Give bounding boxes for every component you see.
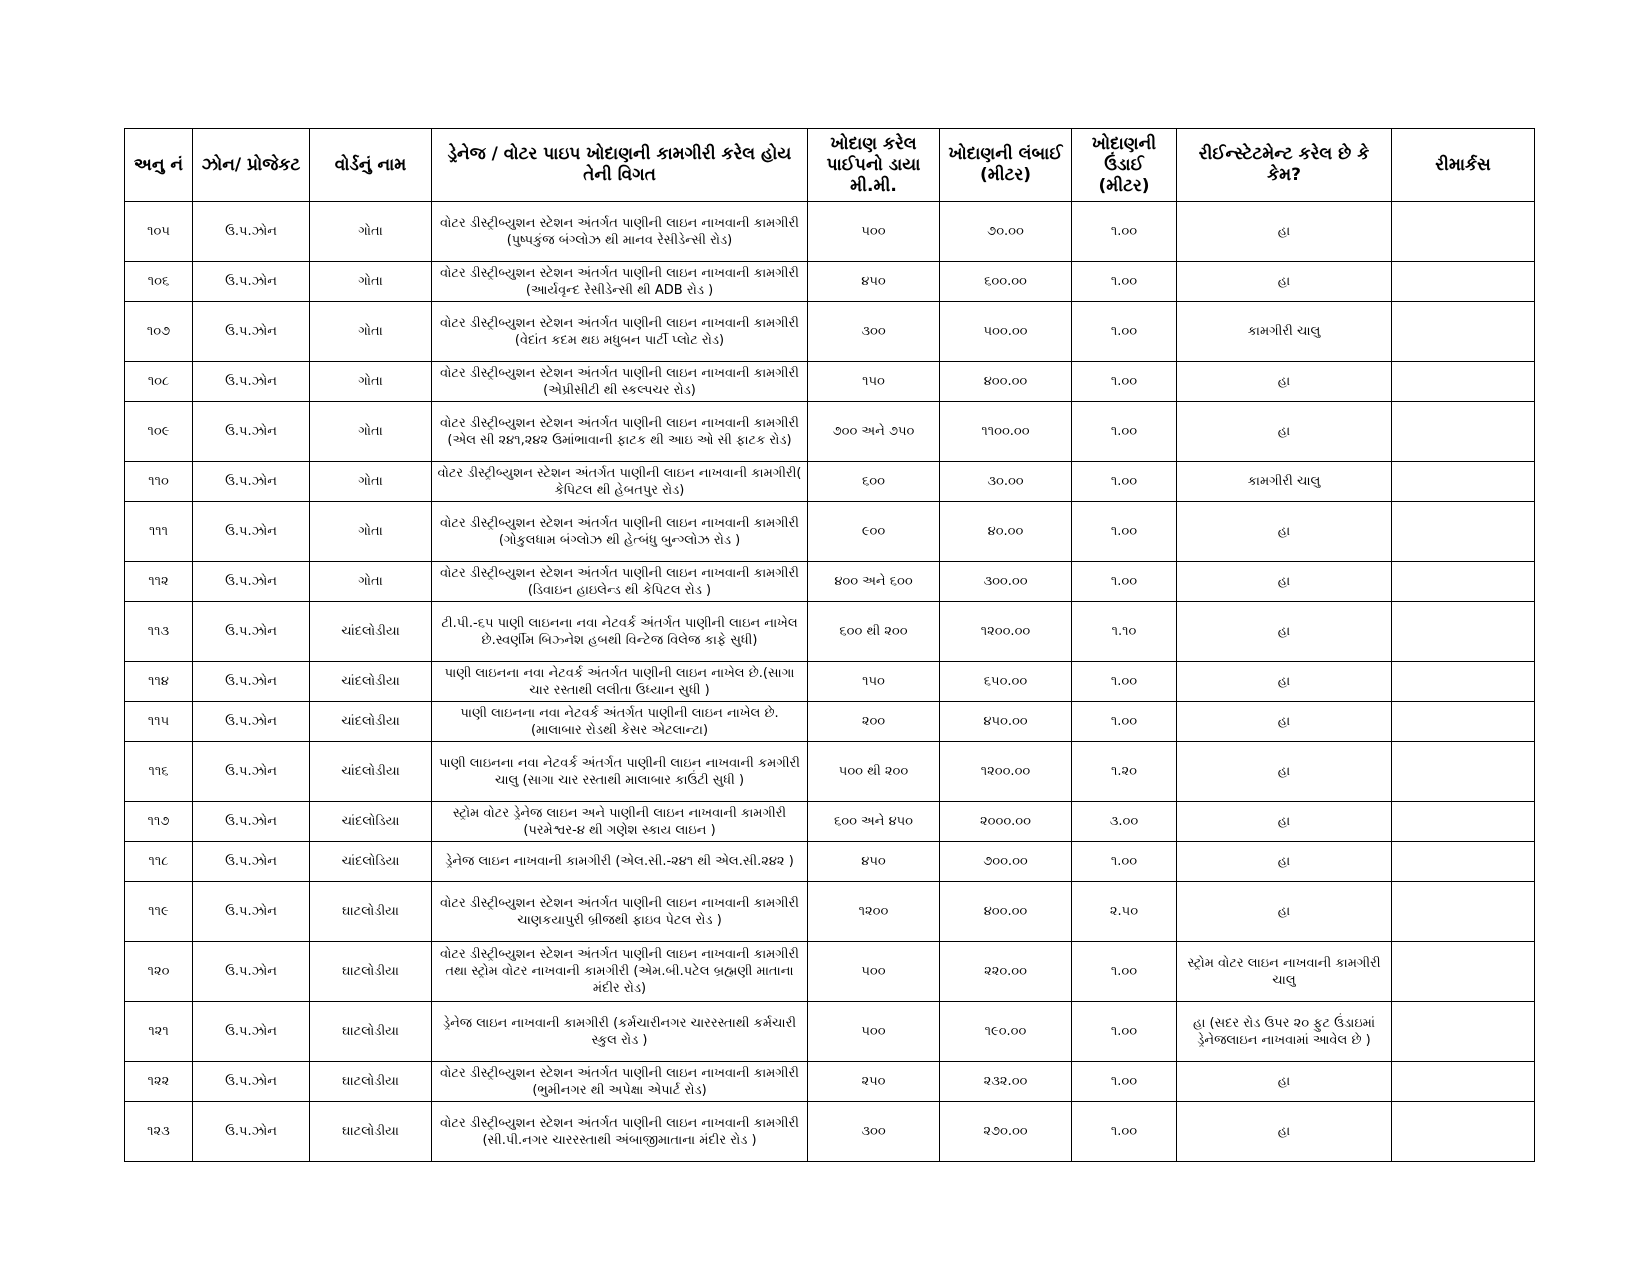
cell-ward: ગોતા bbox=[310, 562, 432, 602]
table-row bbox=[125, 842, 1535, 882]
cell-zone: ઉ.પ.ઝોન bbox=[193, 402, 310, 462]
cell-work-details: વોટર ડીસ્ટ્રીબ્યુશન સ્ટેશન અંતર્ગત પાણીની લાઇન નાખવાની કામગીરી (પુષ્પકુંજ બંગ્લોઝ થી માનવ રેસીડેન્સી રોડ) bbox=[432, 202, 808, 262]
cell-work-details: પાણી લાઇનના નવા નેટવર્ક અંતર્ગત પાણીની લાઇન નાખેલ છે.(સાગા ચાર રસ્તાથી લલીતા ઉધ્યાન સુધી ) bbox=[432, 662, 808, 702]
cell-ward: ગોતા bbox=[310, 302, 432, 362]
cell-ward: ઘાટલોડીયા bbox=[310, 882, 432, 942]
cell-ward: ચાંદલોડીયા bbox=[310, 662, 432, 702]
cell-remarks bbox=[1392, 1002, 1535, 1062]
cell-zone: ઉ.પ.ઝોન bbox=[193, 662, 310, 702]
cell-length: ૧૨૦૦.૦૦ bbox=[940, 742, 1072, 802]
cell-reinstatement: હા bbox=[1177, 802, 1392, 842]
header-length: ખોદાણની લંબાઈ (મીટર) bbox=[940, 129, 1072, 202]
cell-length: ૪૦૦.૦૦ bbox=[940, 362, 1072, 402]
table-row bbox=[125, 462, 1535, 502]
cell-length: ૪૫૦.૦૦ bbox=[940, 702, 1072, 742]
cell-pipe-diameter: ૫૦૦ થી ૨૦૦ bbox=[808, 742, 940, 802]
table-row bbox=[125, 742, 1535, 802]
cell-zone: ઉ.પ.ઝોન bbox=[193, 602, 310, 662]
cell-zone: ઉ.પ.ઝોન bbox=[193, 802, 310, 842]
table-row bbox=[125, 602, 1535, 662]
cell-sr-no: ૧૦૫ bbox=[125, 202, 193, 262]
cell-reinstatement: હા (સદર રોડ ઉપર ૨૦ ફુટ ઉંડાઇમાં ડ્રેનેજલાઇન નાખવામાં આવેલ છે ) bbox=[1177, 1002, 1392, 1062]
cell-work-details: વોટર ડીસ્ટ્રીબ્યુશન સ્ટેશન અંતર્ગત પાણીની લાઇન નાખવાની કામગીરી (એલ સી ૨૪૧,૨૪૨ ઉમાંભાવાની ફાટક થી આઇ ઓ સી ફાટક રોડ) bbox=[432, 402, 808, 462]
cell-reinstatement: હા bbox=[1177, 742, 1392, 802]
cell-depth: ૧.૦૦ bbox=[1072, 402, 1177, 462]
cell-ward: ચાંદલોડિયા bbox=[310, 802, 432, 842]
cell-remarks bbox=[1392, 302, 1535, 362]
cell-zone: ઉ.પ.ઝોન bbox=[193, 742, 310, 802]
cell-length: ૨૩૨.૦૦ bbox=[940, 1062, 1072, 1102]
cell-depth: ૧.૦૦ bbox=[1072, 662, 1177, 702]
cell-ward: ગોતા bbox=[310, 402, 432, 462]
cell-zone: ઉ.પ.ઝોન bbox=[193, 1062, 310, 1102]
cell-zone: ઉ.પ.ઝોન bbox=[193, 302, 310, 362]
table-row bbox=[125, 662, 1535, 702]
cell-pipe-diameter: ૩૦૦ bbox=[808, 302, 940, 362]
cell-zone: ઉ.પ.ઝોન bbox=[193, 202, 310, 262]
cell-sr-no: ૧૧૧ bbox=[125, 502, 193, 562]
cell-pipe-diameter: ૫૦૦ bbox=[808, 1002, 940, 1062]
table-row bbox=[125, 302, 1535, 362]
table-row bbox=[125, 1002, 1535, 1062]
cell-pipe-diameter: ૩૦૦ bbox=[808, 1102, 940, 1162]
cell-ward: ગોતા bbox=[310, 202, 432, 262]
cell-zone: ઉ.પ.ઝોન bbox=[193, 842, 310, 882]
cell-work-details: ટી.પી.-૬૫ પાણી લાઇનના નવા નેટવર્ક અંતર્ગત પાણીની લાઇન નાખેલ છે.સ્વર્ણીમ બિઝ્નેશ હબથી વિન્ટેજ વિલેજ કાફે સુધી) bbox=[432, 602, 808, 662]
cell-remarks bbox=[1392, 202, 1535, 262]
header-zone: ઝોન/ પ્રોજેકટ bbox=[193, 129, 310, 202]
cell-reinstatement: હા bbox=[1177, 842, 1392, 882]
cell-reinstatement: હા bbox=[1177, 402, 1392, 462]
cell-depth: ૧.૨૦ bbox=[1072, 742, 1177, 802]
cell-remarks bbox=[1392, 362, 1535, 402]
cell-pipe-diameter: ૬૦૦ bbox=[808, 462, 940, 502]
cell-length: ૪૦.૦૦ bbox=[940, 502, 1072, 562]
cell-zone: ઉ.પ.ઝોન bbox=[193, 262, 310, 302]
cell-length: ૧૧૦૦.૦૦ bbox=[940, 402, 1072, 462]
cell-reinstatement: હા bbox=[1177, 262, 1392, 302]
table-row bbox=[125, 202, 1535, 262]
cell-work-details: વોટર ડીસ્ટ્રીબ્યુશન સ્ટેશન અંતર્ગત પાણીની લાઇન નાખવાની કામગીરી (સી.પી.નગર ચારરસ્તાથી અંબાજીમાતાના મંદીર રોડ ) bbox=[432, 1102, 808, 1162]
cell-length: ૪૦૦.૦૦ bbox=[940, 882, 1072, 942]
table-row bbox=[125, 802, 1535, 842]
cell-remarks bbox=[1392, 1102, 1535, 1162]
cell-pipe-diameter: ૯૦૦ bbox=[808, 502, 940, 562]
cell-reinstatement: હા bbox=[1177, 662, 1392, 702]
table-row bbox=[125, 262, 1535, 302]
cell-remarks bbox=[1392, 402, 1535, 462]
cell-work-details: ડ્રેનેજ લાઇન નાખવાની કામગીરી (એલ.સી.-૨૪૧ થી એલ.સી.૨૪૨ ) bbox=[432, 842, 808, 882]
cell-pipe-diameter: ૫૦૦ bbox=[808, 202, 940, 262]
cell-depth: ૧.૦૦ bbox=[1072, 462, 1177, 502]
cell-depth: ૧.૦૦ bbox=[1072, 502, 1177, 562]
header-reinstatement: રીઈન્સ્ટેટમેન્ટ કરેલ છે કે કેમ? bbox=[1177, 129, 1392, 202]
cell-reinstatement: કામગીરી ચાલુ bbox=[1177, 302, 1392, 362]
cell-depth: ૧.૦૦ bbox=[1072, 202, 1177, 262]
table-row bbox=[125, 402, 1535, 462]
cell-reinstatement: સ્ટ્રોમ વોટર લાઇન નાખવાની કામગીરી ચાલુ bbox=[1177, 942, 1392, 1002]
cell-work-details: વોટર ડીસ્ટ્રીબ્યુશન સ્ટેશન અંતર્ગત પાણીની લાઇન નાખવાની કામગીરી (આર્યવૃન્દ રેસીડેન્સી થી ADB રોડ ) bbox=[432, 262, 808, 302]
cell-sr-no: ૧૦૬ bbox=[125, 262, 193, 302]
cell-zone: ઉ.પ.ઝોન bbox=[193, 1002, 310, 1062]
cell-depth: ૧.૦૦ bbox=[1072, 1102, 1177, 1162]
cell-ward: ગોતા bbox=[310, 362, 432, 402]
cell-reinstatement: હા bbox=[1177, 1102, 1392, 1162]
cell-sr-no: ૧૨૨ bbox=[125, 1062, 193, 1102]
cell-reinstatement: હા bbox=[1177, 1062, 1392, 1102]
cell-zone: ઉ.પ.ઝોન bbox=[193, 562, 310, 602]
cell-sr-no: ૧૧૨ bbox=[125, 562, 193, 602]
cell-reinstatement: હા bbox=[1177, 502, 1392, 562]
cell-depth: ૧.૦૦ bbox=[1072, 702, 1177, 742]
cell-ward: ઘાટલોડીયા bbox=[310, 1002, 432, 1062]
table-header-row bbox=[125, 129, 1535, 202]
cell-depth: ૧.૦૦ bbox=[1072, 942, 1177, 1002]
cell-remarks bbox=[1392, 702, 1535, 742]
cell-depth: ૨.૫૦ bbox=[1072, 882, 1177, 942]
table-row bbox=[125, 942, 1535, 1002]
cell-ward: ગોતા bbox=[310, 262, 432, 302]
cell-work-details: વોટર ડીસ્ટ્રીબ્યુશન સ્ટેશન અંતર્ગત પાણીની લાઇન નાખવાની કામગીરી (વેદાંત કદમ થઇ મધુબન પાર્ટી પ્લોટ રોડ) bbox=[432, 302, 808, 362]
cell-sr-no: ૧૧૮ bbox=[125, 842, 193, 882]
cell-pipe-diameter: ૪૫૦ bbox=[808, 842, 940, 882]
cell-remarks bbox=[1392, 882, 1535, 942]
cell-zone: ઉ.પ.ઝોન bbox=[193, 1102, 310, 1162]
cell-sr-no: ૧૧૪ bbox=[125, 662, 193, 702]
cell-length: ૨૦૦૦.૦૦ bbox=[940, 802, 1072, 842]
cell-pipe-diameter: ૪૫૦ bbox=[808, 262, 940, 302]
cell-reinstatement: હા bbox=[1177, 702, 1392, 742]
cell-sr-no: ૧૨૩ bbox=[125, 1102, 193, 1162]
cell-remarks bbox=[1392, 942, 1535, 1002]
cell-depth: ૧.૦૦ bbox=[1072, 1062, 1177, 1102]
cell-remarks bbox=[1392, 742, 1535, 802]
cell-length: ૨૭૦.૦૦ bbox=[940, 1102, 1072, 1162]
header-ward: વોર્ડનું નામ bbox=[310, 129, 432, 202]
cell-sr-no: ૧૨૧ bbox=[125, 1002, 193, 1062]
header-sr-no: અનુ નં bbox=[125, 129, 193, 202]
cell-length: ૩૦.૦૦ bbox=[940, 462, 1072, 502]
cell-work-details: વોટર ડીસ્ટ્રીબ્યુશન સ્ટેશન અંતર્ગત પાણીની લાઇન નાખવાની કામગીરી તથા સ્ટ્રોમ વોટર નાખવાની કામગીરી (એમ.બી.પટેલ બ્રહ્મણી માતાના મંદીર રોડ) bbox=[432, 942, 808, 1002]
cell-remarks bbox=[1392, 462, 1535, 502]
cell-reinstatement: કામગીરી ચાલુ bbox=[1177, 462, 1392, 502]
cell-remarks bbox=[1392, 662, 1535, 702]
cell-work-details: ડ્રેનેજ લાઇન નાખવાની કામગીરી (કર્મચારીનગર ચારરસ્તાથી કર્મચારી સ્કુલ રોડ ) bbox=[432, 1002, 808, 1062]
cell-reinstatement: હા bbox=[1177, 202, 1392, 262]
table-row bbox=[125, 562, 1535, 602]
cell-work-details: સ્ટ્રોમ વોટર ડ્રેનેજ લાઇન અને પાણીની લાઇન નાખવાની કામગીરી (પરમેશ્વર-૪ થી ગણેશ સ્કાય લાઇન ) bbox=[432, 802, 808, 842]
cell-ward: ઘાટલોડીયા bbox=[310, 1062, 432, 1102]
cell-reinstatement: હા bbox=[1177, 602, 1392, 662]
cell-length: ૧૯૦.૦૦ bbox=[940, 1002, 1072, 1062]
cell-reinstatement: હા bbox=[1177, 562, 1392, 602]
cell-length: ૨૨૦.૦૦ bbox=[940, 942, 1072, 1002]
cell-length: ૧૨૦૦.૦૦ bbox=[940, 602, 1072, 662]
table-row bbox=[125, 882, 1535, 942]
cell-work-details: વોટર ડીસ્ટ્રીબ્યુશન સ્ટેશન અંતર્ગત પાણીની લાઇન નાખવાની કામગીરી( કેપિટલ થી હેબતપુર રોડ) bbox=[432, 462, 808, 502]
cell-work-details: વોટર ડીસ્ટ્રીબ્યુશન સ્ટેશન અંતર્ગત પાણીની લાઇન નાખવાની કામગીરી ચાણકયાપુરી બ્રીજથી ફાઇવ પેટલ રોડ ) bbox=[432, 882, 808, 942]
cell-pipe-diameter: ૬૦૦ થી ૨૦૦ bbox=[808, 602, 940, 662]
cell-ward: ગોતા bbox=[310, 462, 432, 502]
cell-sr-no: ૧૨૦ bbox=[125, 942, 193, 1002]
cell-pipe-diameter: ૪૦૦ અને ૬૦૦ bbox=[808, 562, 940, 602]
cell-sr-no: ૧૧૩ bbox=[125, 602, 193, 662]
table-row bbox=[125, 502, 1535, 562]
cell-sr-no: ૧૧૫ bbox=[125, 702, 193, 742]
cell-pipe-diameter: ૨૫૦ bbox=[808, 1062, 940, 1102]
cell-ward: ચાંદલોડીયા bbox=[310, 602, 432, 662]
cell-sr-no: ૧૦૮ bbox=[125, 362, 193, 402]
cell-pipe-diameter: ૧૫૦ bbox=[808, 662, 940, 702]
cell-depth: ૧.૧૦ bbox=[1072, 602, 1177, 662]
cell-pipe-diameter: ૧૫૦ bbox=[808, 362, 940, 402]
cell-reinstatement: હા bbox=[1177, 362, 1392, 402]
cell-remarks bbox=[1392, 262, 1535, 302]
cell-sr-no: ૧૧૬ bbox=[125, 742, 193, 802]
excavation-report-page bbox=[124, 128, 1534, 1162]
cell-remarks bbox=[1392, 602, 1535, 662]
cell-sr-no: ૧૦૭ bbox=[125, 302, 193, 362]
cell-pipe-diameter: ૨૦૦ bbox=[808, 702, 940, 742]
table-row bbox=[125, 1062, 1535, 1102]
cell-zone: ઉ.પ.ઝોન bbox=[193, 502, 310, 562]
excavation-table bbox=[124, 128, 1535, 1162]
cell-ward: ચાંદલોડિયા bbox=[310, 842, 432, 882]
cell-pipe-diameter: ૬૦૦ અને ૪૫૦ bbox=[808, 802, 940, 842]
cell-depth: ૧.૦૦ bbox=[1072, 302, 1177, 362]
cell-sr-no: ૧૧૦ bbox=[125, 462, 193, 502]
cell-length: ૭૦૦.૦૦ bbox=[940, 842, 1072, 882]
header-remarks: રીમાર્કસ bbox=[1392, 129, 1535, 202]
cell-depth: ૧.૦૦ bbox=[1072, 1002, 1177, 1062]
cell-zone: ઉ.પ.ઝોન bbox=[193, 702, 310, 742]
cell-depth: ૧.૦૦ bbox=[1072, 562, 1177, 602]
cell-ward: ચાંદલોડીયા bbox=[310, 702, 432, 742]
cell-pipe-diameter: ૭૦૦ અને ૭૫૦ bbox=[808, 402, 940, 462]
cell-remarks bbox=[1392, 1062, 1535, 1102]
cell-work-details: પાણી લાઇનના નવા નેટવર્ક અંતર્ગત પાણીની લાઇન નાખવાની કમગીરી ચાલુ (સાગા ચાર રસ્તાથી માલાબાર કાઉંટી સુધી ) bbox=[432, 742, 808, 802]
cell-work-details: વોટર ડીસ્ટ્રીબ્યુશન સ્ટેશન અંતર્ગત પાણીની લાઇન નાખવાની કામગીરી (ડિવાઇન હાઇલેન્ડ થી કેપિટલ રોડ ) bbox=[432, 562, 808, 602]
table-row bbox=[125, 702, 1535, 742]
cell-work-details: વોટર ડીસ્ટ્રીબ્યુશન સ્ટેશન અંતર્ગત પાણીની લાઇન નાખવાની કામગીરી (ગોકુલધામ બંગ્લોઝ થી હેત્બંધુ બુન્ગ્લોઝ રોડ ) bbox=[432, 502, 808, 562]
cell-depth: ૧.૦૦ bbox=[1072, 842, 1177, 882]
cell-work-details: વોટર ડીસ્ટ્રીબ્યુશન સ્ટેશન અંતર્ગત પાણીની લાઇન નાખવાની કામગીરી (ભુમીનગર થી અપેક્ષા એપાર્ટ રોડ) bbox=[432, 1062, 808, 1102]
cell-ward: ગોતા bbox=[310, 502, 432, 562]
cell-reinstatement: હા bbox=[1177, 882, 1392, 942]
cell-length: ૩૦૦.૦૦ bbox=[940, 562, 1072, 602]
cell-ward: ઘાટલોડીયા bbox=[310, 1102, 432, 1162]
cell-zone: ઉ.પ.ઝોન bbox=[193, 882, 310, 942]
cell-zone: ઉ.પ.ઝોન bbox=[193, 462, 310, 502]
cell-work-details: વોટર ડીસ્ટ્રીબ્યુશન સ્ટેશન અંતર્ગત પાણીની લાઇન નાખવાની કામગીરી (એપ્રીસીટી થી સ્કલ્પચર રોડ) bbox=[432, 362, 808, 402]
cell-remarks bbox=[1392, 562, 1535, 602]
header-pipe-diameter: ખોદાણ કરેલ પાઈપનો ડાયા મી.મી. bbox=[808, 129, 940, 202]
cell-depth: ૩.૦૦ bbox=[1072, 802, 1177, 842]
cell-sr-no: ૧૧૯ bbox=[125, 882, 193, 942]
cell-length: ૬૫૦.૦૦ bbox=[940, 662, 1072, 702]
table-row bbox=[125, 1102, 1535, 1162]
cell-sr-no: ૧૧૭ bbox=[125, 802, 193, 842]
cell-ward: ઘાટલોડીયા bbox=[310, 942, 432, 1002]
cell-length: ૫૦૦.૦૦ bbox=[940, 302, 1072, 362]
cell-zone: ઉ.પ.ઝોન bbox=[193, 362, 310, 402]
header-work-details: ડ્રેનેજ / વોટર પાઇપ ખોદાણની કામગીરી કરેલ હોય તેની વિગત bbox=[432, 129, 808, 202]
cell-pipe-diameter: ૫૦૦ bbox=[808, 942, 940, 1002]
cell-ward: ચાંદલોડીયા bbox=[310, 742, 432, 802]
cell-remarks bbox=[1392, 502, 1535, 562]
table-row bbox=[125, 362, 1535, 402]
cell-remarks bbox=[1392, 802, 1535, 842]
cell-length: ૬૦૦.૦૦ bbox=[940, 262, 1072, 302]
table-body bbox=[125, 202, 1535, 1162]
header-depth: ખોદાણની ઉંડાઈ (મીટર) bbox=[1072, 129, 1177, 202]
cell-sr-no: ૧૦૯ bbox=[125, 402, 193, 462]
cell-depth: ૧.૦૦ bbox=[1072, 262, 1177, 302]
cell-depth: ૧.૦૦ bbox=[1072, 362, 1177, 402]
cell-remarks bbox=[1392, 842, 1535, 882]
cell-pipe-diameter: ૧૨૦૦ bbox=[808, 882, 940, 942]
cell-length: ૭૦.૦૦ bbox=[940, 202, 1072, 262]
cell-work-details: પાણી લાઇનના નવા નેટવર્ક અંતર્ગત પાણીની લાઇન નાખેલ છે.(માલાબાર રોડથી કેસર એટલાન્ટા) bbox=[432, 702, 808, 742]
cell-zone: ઉ.પ.ઝોન bbox=[193, 942, 310, 1002]
